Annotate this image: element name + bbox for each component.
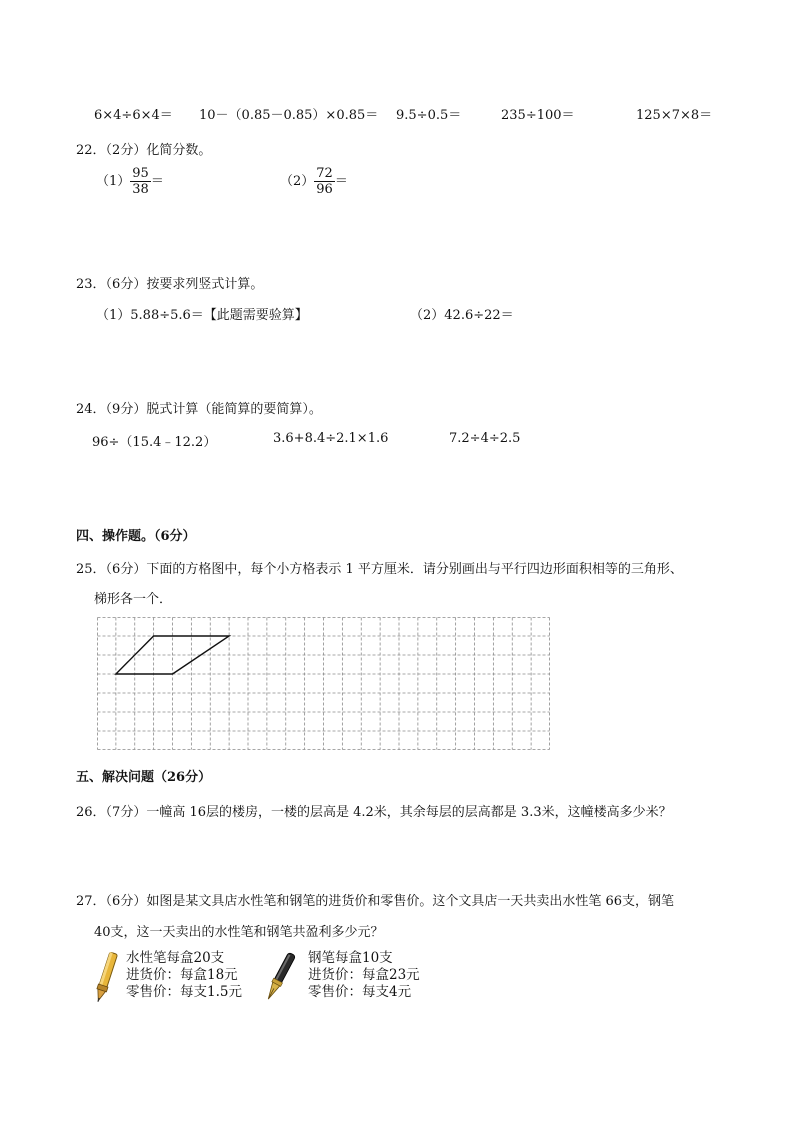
question-24-title: 24．（9分）脱式计算（能简算的要简算）。 xyxy=(76,402,322,417)
question-23-part-1: （1）5.88÷5.6＝【此题需要验算】 xyxy=(96,308,308,323)
question-22-part-1 xyxy=(96,166,164,197)
question-26: 26．（7分）一幢高 16层的楼房，一楼的层高是 4.2米，其余每层的层高都是 3.3米，这幢楼高多少米？ xyxy=(76,805,672,820)
fraction-72-96 xyxy=(314,166,335,197)
fountain-pen-retail-price: 零售价：每支4元 xyxy=(308,984,412,1000)
numerator: 95 xyxy=(132,166,149,181)
gel-pen-box-count: 水性笔每盒20支 xyxy=(126,950,225,966)
question-27-line-1: 27．（6分）如图是某文具店水性笔和钢笔的进货价和零售价。这个文具店一天共卖出水性笔 66支，钢笔 xyxy=(76,894,674,909)
grid-svg xyxy=(97,617,550,750)
fountain-pen-box-count: 钢笔每盒10支 xyxy=(308,950,393,966)
gel-pen-icon xyxy=(94,950,118,1008)
equals-sign: ＝ xyxy=(150,174,164,189)
calc-item-3: 9.5÷0.5＝ xyxy=(396,108,462,123)
calc-item-4: 235÷100＝ xyxy=(501,108,575,123)
equals-sign: ＝ xyxy=(334,174,348,189)
calc-item-1: 6×4÷6×4＝ xyxy=(94,108,173,123)
question-25-line-2: 梯形各一个． xyxy=(94,592,173,607)
gel-pen-retail-price: 零售价：每支1.5元 xyxy=(126,984,242,1000)
calc-item-5: 125×7×8＝ xyxy=(636,108,713,123)
fountain-pen-cost-price: 进货价：每盒23元 xyxy=(308,967,420,983)
q24-expr-1: 96÷（15.4﹣12.2） xyxy=(92,435,217,450)
calc-item-2: 10－（0.85－0.85）×0.85＝ xyxy=(199,108,379,123)
question-25-line-1: 25．（6分）下面的方格图中，每个小方格表示 1 平方厘米．请分别画出与平行四边形面积相等的三角形、 xyxy=(76,562,683,577)
question-22-part-2 xyxy=(280,166,348,197)
denominator: 38 xyxy=(132,182,149,197)
question-22-title: 22．（2分）化简分数。 xyxy=(76,143,212,158)
q24-expr-3: 7.2÷4÷2.5 xyxy=(449,431,521,446)
denominator: 96 xyxy=(316,182,333,197)
square-grid xyxy=(97,617,550,750)
part-label: （1） xyxy=(96,174,131,189)
fountain-pen-info xyxy=(308,950,420,1001)
question-23-title: 23．（6分）按要求列竖式计算。 xyxy=(76,277,264,292)
q24-expr-2: 3.6+8.4÷2.1×1.6 xyxy=(273,431,389,446)
question-23-part-2: （2）42.6÷22＝ xyxy=(410,308,514,323)
gel-pen-cost-price: 进货价：每盒18元 xyxy=(126,967,238,983)
gel-pen-info xyxy=(126,950,242,1001)
part-label: （2） xyxy=(280,174,315,189)
fountain-pen-icon xyxy=(264,950,296,1008)
numerator: 72 xyxy=(316,166,333,181)
grid-lines xyxy=(98,618,550,750)
section-4-heading: 四、操作题。（6分） xyxy=(76,529,196,544)
fraction-95-38 xyxy=(130,166,151,197)
section-5-heading: 五、解决问题（26分） xyxy=(76,770,212,785)
question-27-line-2: 40支，这一天卖出的水性笔和钢笔共盈利多少元？ xyxy=(94,925,384,940)
